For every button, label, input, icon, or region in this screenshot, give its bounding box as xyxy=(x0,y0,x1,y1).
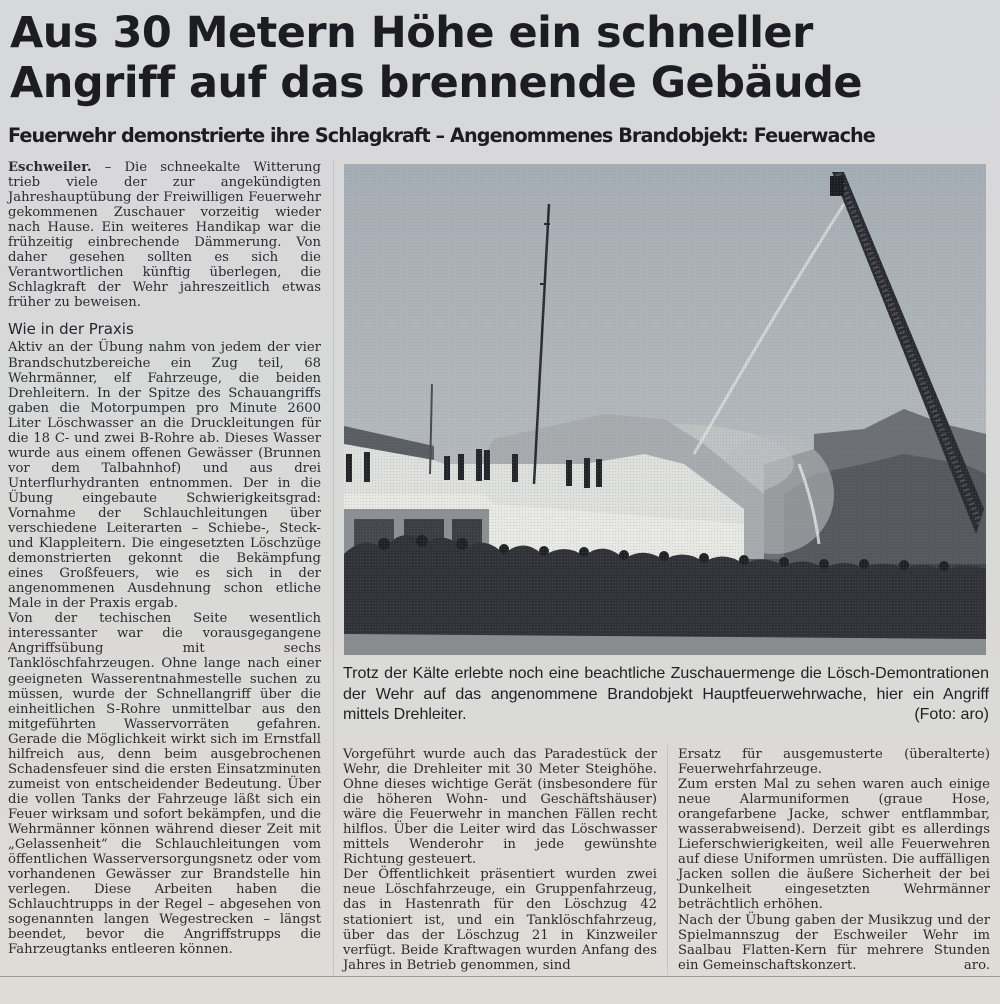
article-column-1 xyxy=(8,160,321,957)
article-column-3 xyxy=(678,747,990,973)
photo-credit: (Foto: aro) xyxy=(914,706,989,723)
fire-drill-photo xyxy=(344,164,986,655)
headline: Aus 30 Metern Höhe ein schneller Angriff auf das brennende Gebäude xyxy=(10,8,863,108)
subheadline: Feuerwehr demonstrierte ihre Schlagkraft – Angenommenes Brandobjekt: Feuerwache xyxy=(8,124,875,147)
lead-text: – Die schneekalte Witterung trieb viele der zur angekündigten Jahreshauptübung der Freiwilligen Feuerwehr gekommenen Zuschauer vorzeitig wieder nach Hause. Ein weiteres Handikap war die frühzeitig einbrechende Dämmerung. Von daher gesehen sollten es sich die Verantwortlichen künftig überlegen, die Schlagkraft der Wehr jahreszeitlich etwas früher zu beweisen. xyxy=(8,160,321,311)
closing-paragraph xyxy=(678,913,990,973)
news-photo xyxy=(344,164,986,655)
author-signoff: aro. xyxy=(963,957,990,973)
body-paragraph: Von der techischen Seite wesentlich interessanter war die vorausgegangene Angriffsübung mit sechs Tanklöschfahrzeugen. Ohne lange nach einer geeigneten Wasserentnahmestelle suchen zu müssen, wurde der Schnellangriff über die einheitlichen S-Rohre unmittelbar aus den mitgeführten Wasservorräten gefahren. Gerade die Möglichkeit wirkt sich im Ernstfall hilfreich aus, denn beim ausgebrochenen Schadensfeuer sind die ersten Einsatzminuten zumeist von entscheidender Bedeutung. Über die vollen Tanks der Fahrzeuge läßt sich ein Feuer wirksam und sofort bekämpfen, und die Wehrmänner können während dieser Zeit mit „Gelassenheit“ die Schlauchleitungen vom öffentlichen Wasserversorgungsnetz oder vom vorhandenen Gewässer zur Brandstelle hin verlegen. Diese Arbeiten haben die Schlauchtrupps in der Regel – abgesehen von sogenannten langen Wegestrecken – längst beendet, bevor die Angriffstrupps die Fahrzeugtanks entleeren können. xyxy=(8,611,321,958)
column-divider xyxy=(333,160,334,975)
clipping-bottom-edge xyxy=(0,976,1000,977)
caption-text: Trotz der Kälte erlebte noch eine beachtliche Zuschauermenge die Lösch-Demontrationen der Wehr auf das angenommene Brandobjekt Hauptfeuerwehrwache, hier ein Angriff mittels Drehleiter. xyxy=(343,665,989,723)
column-divider xyxy=(667,745,668,975)
body-paragraph: Aktiv an der Übung nahm von jedem der vier Brandschutzbereiche ein Zug teil, 68 Wehrmänner, elf Fahrzeuge, die beiden Drehleitern. In der Spitze des Schauangriffs gaben die Motorpumpen pro Minute 2600 Liter Löschwasser an die Druckleitungen für die 18 C- und zwei B-Rohre ab. Dieses Wasser wurde aus einem offenen Gewässer (Brunnen vor dem Talbahnhof) und aus drei Unterflurhydranten entnommen. Der in die Übung eingebaute Schwierigkeitsgrad: Vornahme der Schlauchleitungen über verschiedene Leiterarten – Schiebe-, Steck- und Klappleitern. Die eingesetzten Löschzüge demonstrierten gekonnt die Bekämpfung eines Großfeuers, wie es sich in der angenommenen Ausdehnung schon etliche Male in der Praxis ergab. xyxy=(8,340,321,612)
article-column-2 xyxy=(343,747,657,973)
photo-caption xyxy=(343,664,989,726)
lead-paragraph xyxy=(8,160,321,310)
section-title: Wie in der Praxis xyxy=(8,320,134,339)
closing-text: Nach der Übung gaben der Musikzug und der Spielmannszug der Eschweiler Wehr im Saalbau Flatten-Kern für mehrere Stunden ein Gemeinschaftskonzert. xyxy=(678,912,990,973)
body-paragraph: Zum ersten Mal zu sehen waren auch einige neue Alarmuniformen (graue Hose, orangefarbene Jacke, schwer entflammbar, wasserabweisend). Derzeit gibt es allerdings Lieferschwierigkeiten, weil alle Feuerwehren auf diese Uniformen umrüsten. Die auffälligen Jacken sollen die äußere Sicherheit der bei Dunkelheit eingesetzten Wehrmänner beträchtlich erhöhen. xyxy=(678,777,990,913)
body-paragraph-continued: Ersatz für ausgemusterte (überalterte) Feuerwehrfahrzeuge. xyxy=(678,747,990,778)
body-paragraph: Vorgeführt wurde auch das Paradestück der Wehr, die Drehleiter mit 30 Meter Steighöhe. Ohne dieses wichtige Gerät (insbesondere für die höheren Wohn- und Geschäftshäuser) wäre die Feuerwehr in manchen Fällen recht hilflos. Über die Leiter wird das Löschwasser mittels Wenderohr in jede gewünshte Richtung gesteuert. xyxy=(343,747,657,868)
dateline: Eschweiler. xyxy=(8,160,92,175)
body-paragraph: Der Öffentlichkeit präsentiert wurden zwei neue Löschfahrzeuge, ein Gruppenfahrzeug, das in Hastenrath für den Löschzug 42 stationiert ist, und ein Tanklöschfahrzeug, über das der Löschzug 21 in Kinzweiler verfügt. Beide Kraftwagen wurden Anfang des Jahres in Betrieb genommen, sind xyxy=(343,867,657,973)
